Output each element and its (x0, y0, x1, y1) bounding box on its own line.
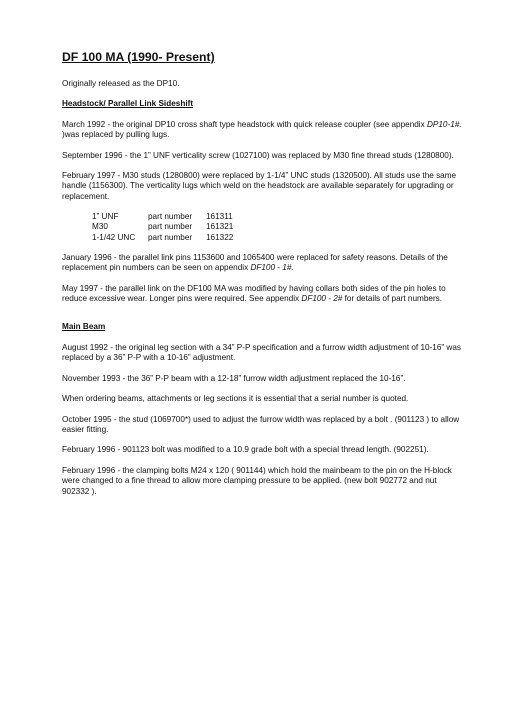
headstock-paragraph-5: May 1997 - the parallel link on the DF100 MA was modified by having collars both sides of the pin holes to reduce excessive wear. Longer pins were required. See appendix DF100 - 2# for details of part numbers. (62, 283, 446, 304)
headstock-paragraph-3: February 1997 - M30 studs (1280800) were replaced by 1-1/4” UNC studs (1320500). All studs use the same handle (1156300). The verticality lugs which weld on the headstock are available separately for upgrading or replacement. (62, 171, 457, 201)
page-title: DF 100 MA (1990- Present) (62, 50, 215, 64)
table-row: 1” UNF part number 161311 (92, 212, 233, 222)
table-row: 1-1/42 UNC part number 161322 (92, 232, 234, 242)
main-beam-paragraph-6: February 1996 - the clamping bolts M24 x 120 ( 901144) which hold the mainbeam to the pin on the H-block were changed to a fine thread to allow more clamping pressure to be applied. (new bolt 902772 and nut 902332 ). (62, 465, 452, 496)
table-row: M30 part number 161321 (92, 222, 234, 232)
headstock-paragraph-4: January 1996 - the parallel link pins 1153600 and 1065400 were replaced for safety reasons. Details of the replacement pin numbers can be seen on appendix DF100 - 1#. (62, 252, 448, 273)
appendix-ref-dp10: DP10-1#. (427, 119, 462, 129)
headstock-paragraph-2: September 1996 - the 1” UNF verticality screw (1027100) was replaced by M30 fine thread studs (1280800). (62, 150, 454, 160)
section-heading-headstock: Headstock/ Parallel Link Sideshift (62, 99, 194, 109)
appendix-ref-df100-2: DF100 - 2# (301, 294, 343, 304)
main-beam-paragraph-2: November 1993 - the 36” P-P beam with a 12-18” furrow width adjustment replaced the 10-16”. (62, 373, 406, 383)
appendix-ref-df100-1: DF100 - 1#. (250, 263, 294, 273)
main-beam-paragraph-3: When ordering beams, attachments or leg sections it is essential that a serial number is quoted. (62, 394, 409, 404)
main-beam-paragraph-4: October 1995 - the stud (1069700*) used to adjust the furrow width was replaced by a bolt . (901123 ) to allow easier fitting. (62, 414, 460, 434)
intro-text: Originally released as the DP10. (62, 79, 180, 88)
headstock-paragraph-1: March 1992 - the original DP10 cross shaft type headstock with quick release coupler (see appendix DP10-1#. )was replaced by pulling lugs. (62, 119, 462, 140)
main-beam-paragraph-5: February 1996 - 901123 bolt was modified to a 10.9 grade bolt with a special thread length. (902251). (62, 445, 429, 455)
document-page (62, 50, 462, 497)
parts-table (92, 212, 239, 243)
section-heading-main-beam: Main Beam (62, 322, 106, 332)
main-beam-paragraph-1: August 1992 - the original leg section with a 34” P-P specification and a furrow width adjustment of 10-16” was replaced by a 36” P-P with a 10-16” adjustment. (62, 342, 461, 363)
